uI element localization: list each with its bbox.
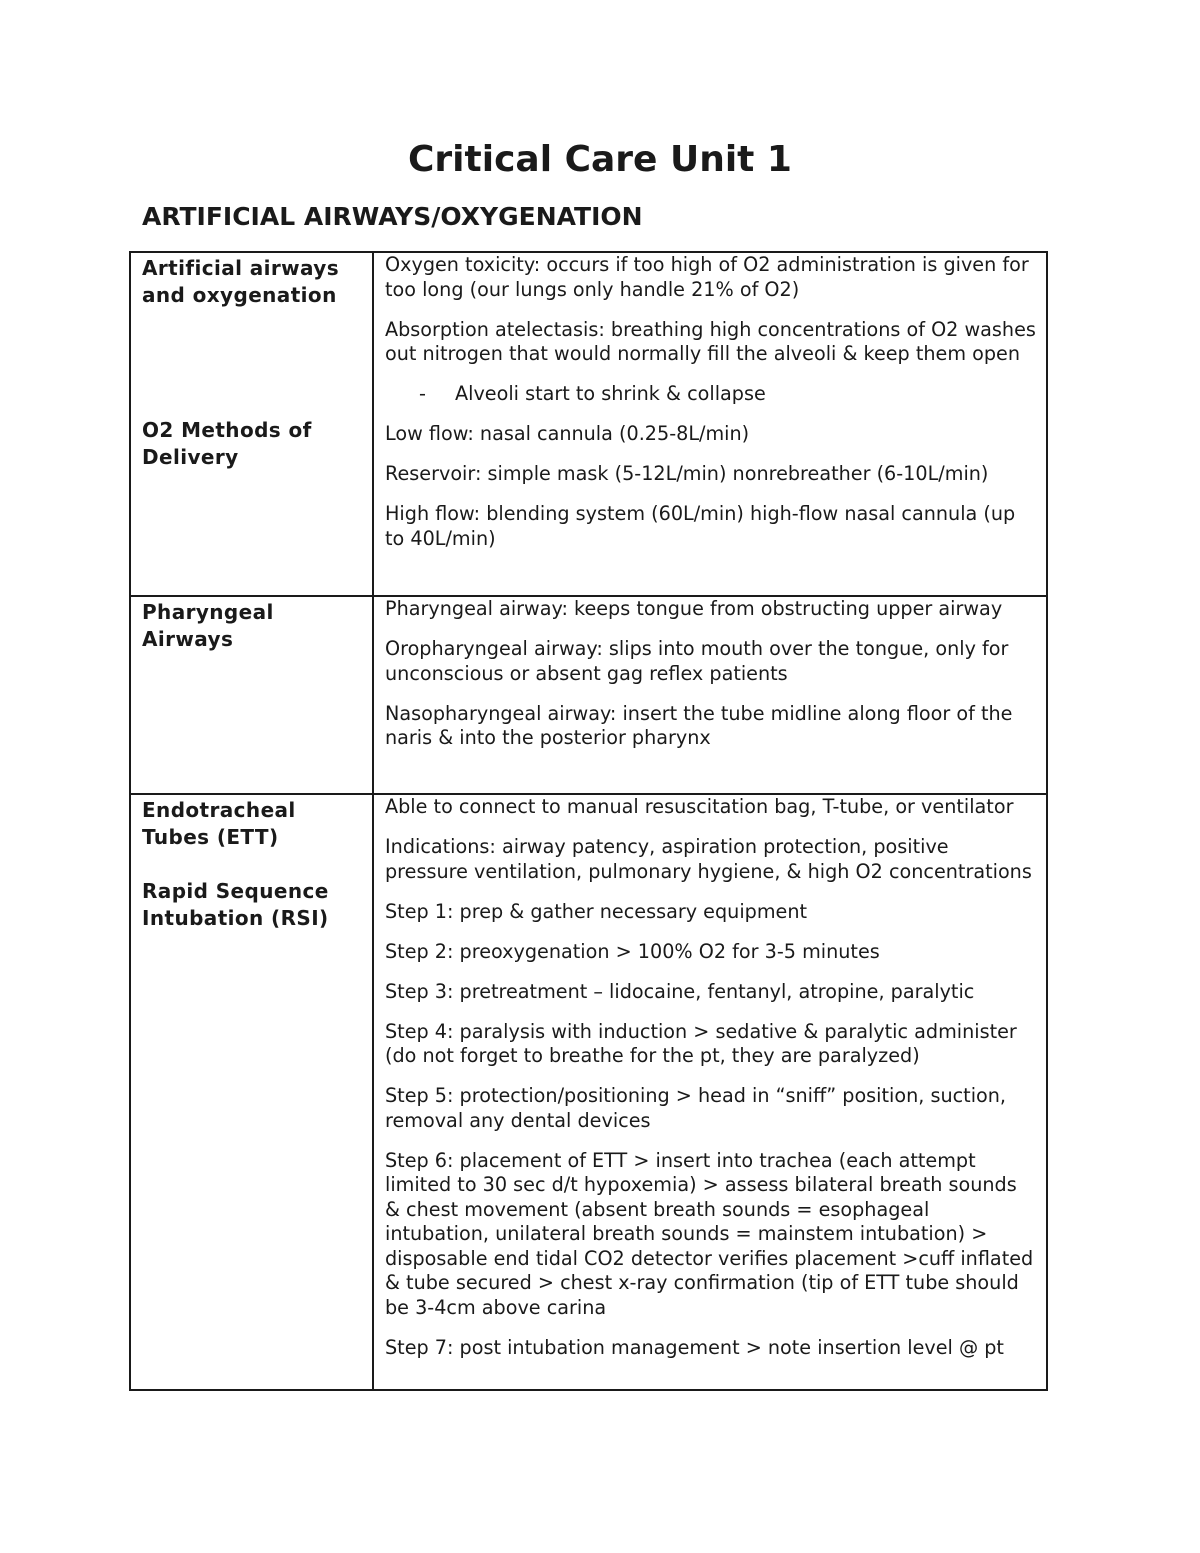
- note-paragraph: Oxygen toxicity: occurs if too high of O2 administration is given for too long (our lungs only handle 21% of O2): [385, 253, 1029, 301]
- topic-cell: [130, 252, 373, 596]
- table-row: [130, 794, 1047, 1390]
- note-paragraph: Able to connect to manual resuscitation bag, T-tube, or ventilator: [385, 795, 1014, 818]
- content-cell: [373, 596, 1047, 794]
- note-paragraph: High flow: blending system (60L/min) high-flow nasal cannula (up to 40L/min): [385, 502, 1016, 550]
- topic-cell: [130, 794, 373, 1390]
- table-row: [130, 252, 1047, 596]
- content-cell: [373, 794, 1047, 1390]
- step-paragraph: Step 1: prep & gather necessary equipment: [385, 899, 808, 923]
- content-cell: [373, 252, 1047, 596]
- note-paragraph: Oropharyngeal airway: slips into mouth over the tongue, only for unconscious or absent gag reflex patients: [385, 637, 1009, 685]
- step-paragraph: Step 6: placement of ETT > insert into trachea (each attempt limited to 30 sec d/t hypoxemia) > assess bilateral breath sounds & chest movement (absent breath sounds = esophageal intubation, unilateral breath sounds = mainstem intubation) > disposable end tidal CO2 detector verifies placement >cuff inflated & tube secured > chest x-ray confirmation (tip of ETT tube should be 3-4cm above carina: [385, 1148, 1034, 1319]
- section-heading: ARTIFICIAL AIRWAYS/OXYGENATION: [142, 202, 643, 231]
- bullet-text: Alveoli start to shrink & collapse: [455, 382, 766, 405]
- document-title: Critical Care Unit 1: [408, 139, 792, 180]
- topic-cell: [130, 596, 373, 794]
- step-paragraph: Step 3: pretreatment – lidocaine, fentanyl, atropine, paralytic: [385, 979, 975, 1003]
- topic-label: Pharyngeal Airways: [142, 600, 274, 651]
- notes-table: [129, 251, 1048, 1391]
- step-paragraph: Step 2: preoxygenation > 100% O2 for 3-5 minutes: [385, 939, 880, 963]
- note-paragraph: Reservoir: simple mask (5-12L/min) nonrebreather (6-10L/min): [385, 462, 989, 485]
- topic-label: Endotracheal Tubes (ETT): [142, 798, 296, 849]
- table-row: [130, 596, 1047, 794]
- note-paragraph: Nasopharyngeal airway: insert the tube midline along floor of the naris & into the posterior pharynx: [385, 701, 1013, 749]
- note-paragraph: Indications: airway patency, aspiration protection, positive pressure ventilation, pulmonary hygiene, & high O2 concentrations: [385, 835, 1032, 883]
- note-paragraph: Low flow: nasal cannula (0.25-8L/min): [385, 422, 750, 445]
- note-paragraph: Pharyngeal airway: keeps tongue from obstructing upper airway: [385, 597, 1003, 620]
- topic-label: O2 Methods of Delivery: [142, 418, 312, 469]
- step-paragraph: Step 7: post intubation management > note insertion level @ pt: [385, 1335, 1004, 1359]
- bullet-marker: -: [419, 382, 426, 405]
- topic-label: Artificial airways and oxygenation: [142, 256, 340, 307]
- bullet-item: [419, 382, 1036, 407]
- step-paragraph: Step 5: protection/positioning > head in “sniff” position, suction, removal any dental devices: [385, 1084, 1007, 1132]
- topic-label: Rapid Sequence Intubation (RSI): [142, 879, 329, 930]
- note-paragraph: Absorption atelectasis: breathing high concentrations of O2 washes out nitrogen that would normally fill the alveoli & keep them open: [385, 317, 1036, 365]
- step-paragraph: Step 4: paralysis with induction > sedative & paralytic administer (do not forget to breathe for the pt, they are paralyzed): [385, 1019, 1017, 1067]
